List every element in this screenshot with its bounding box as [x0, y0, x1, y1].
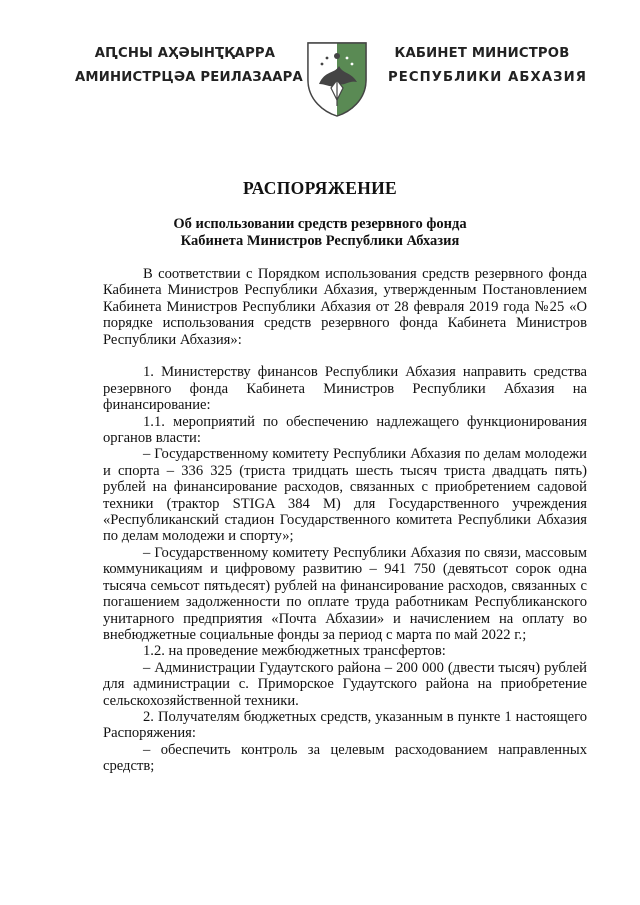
- intro-paragraph: В соответствии с Порядком использования средств резервного фонда Кабинета Министров Республики Абхазия, утвержденным Постановлением Кабинета Министров Республики Абхазия от 28 февраля 2019 года №25 «О порядке использования средств резервного фонда Кабинета Министров Республики Абхазия»:: [103, 266, 587, 348]
- subtitle-line1: Об использовании средств резервного фонда: [173, 216, 467, 232]
- header-right: [388, 42, 587, 90]
- document-subtitle: [0, 216, 640, 250]
- document-title: РАСПОРЯЖЕНИЕ: [242, 178, 397, 198]
- header-right-line1: КАБИНЕТ МИНИСТРОВ: [394, 46, 570, 61]
- item-1-2-a: – Администрации Гудаутского района – 200 000 (двести тысяч) рублей для администрации с. Приморское Гудаутского района на приобретение сельскохозяйственной техники.: [103, 659, 587, 709]
- item-1-1: 1.1. мероприятий по обеспечению надлежащего функционирования органов власти:: [103, 413, 587, 447]
- item-1: 1. Министерству финансов Республики Абхазия направить средства резервного фонда Кабинета Министров Республики Абхазия на финансирование:: [103, 364, 587, 414]
- item-2-a: – обеспечить контроль за целевым расходованием направленных средств;: [103, 741, 587, 775]
- item-1-1-a: – Государственному комитету Республики Абхазия по делам молодежи и спорта – 336 325 (триста тридцать шесть тысяч триста двадцать пять) рублей на финансирование расходов, связанных с приобретением садовой техники (трактор STIGA 384 M) для Государственного учреждения «Республиканский стадион Государственного комитета Республики Абхазия по делам молодежи и спорту»;: [103, 446, 587, 545]
- header-left-line2: АМИНИСТРЦӘА РЕИЛАЗААРА: [75, 70, 303, 85]
- header-left: [75, 42, 303, 90]
- coat-of-arms-icon: [305, 40, 369, 118]
- item-2: 2. Получателям бюджетных средств, указанным в пункте 1 настоящего Распоряжения:: [103, 708, 587, 742]
- header-left-line1: АԤСНЫ АҲӘЫНҬҚАРРА: [94, 46, 276, 61]
- document-body: [103, 266, 587, 775]
- item-1-2: 1.2. на проведение межбюджетных трансфертов:: [143, 643, 446, 660]
- subtitle-line2: Кабинета Министров Республики Абхазия: [180, 233, 460, 249]
- item-1-1-b: – Государственному комитету Республики Абхазия по связи, массовым коммуникациям и цифровому развитию – 941 750 (девятьсот сорок одна тысяча семьсот пятьдесят) рублей на финансирование расходов, связанных с погашением задолженности по оплате труда работникам Республиканского унитарного предприятия «Почта Абхазии» и начислением на оплату во внебюджетные социальные фонды за период с марта по май 2022 г.;: [103, 544, 587, 643]
- header-right-line2: РЕСПУБЛИКИ АБХАЗИЯ: [388, 70, 587, 85]
